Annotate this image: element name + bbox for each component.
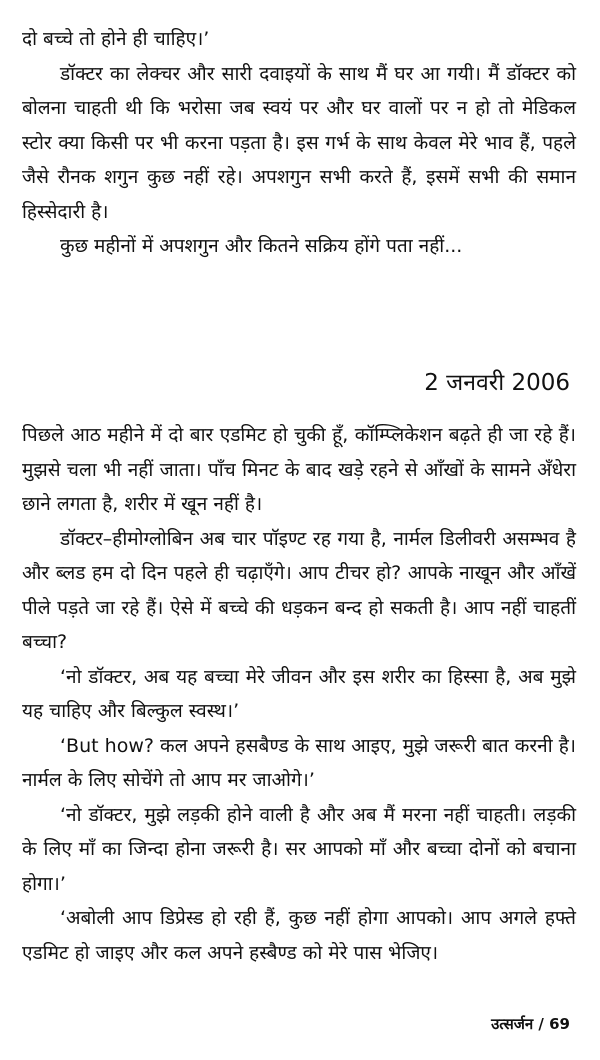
paragraph-omens: कुछ महीनों में अपशगुन और कितने सक्रिय होंगे पता नहीं...	[60, 235, 463, 257]
book-title: उत्सर्जन	[491, 1015, 534, 1033]
paragraph-doctor-admit: ‘अबोली आप डिप्रेस्ड हो रही हैं, कुछ नहीं होगा आपको। आप अगले हफ्ते एडमिट हो जाइए और कल अपने हस्बैण्ड को मेरे पास भेजिए।	[22, 907, 576, 964]
paragraph-reply-daughter: ‘नो डॉक्टर, मुझे लड़की होने वाली है और अब मैं मरना नहीं चाहती। लड़की के लिए माँ का जिन्दा होना जरूरी है। सर आपको माँ और बच्चा दोनों को बचाना होगा।’	[22, 803, 576, 895]
paragraph-continuation: दो बच्चे तो होने ही चाहिए।’	[22, 28, 210, 50]
paragraph-doctor-lecture: डॉक्टर का लेक्चर और सारी दवाइयों के साथ मैं घर आ गयी। मैं डॉक्टर को बोलना चाहती थी कि भरोसा जब स्वयं पर और घर वालों पर न हो तो मेडिकल स्टोर क्या किसी पर भी करना पड़ता है। इस गर्भ के साथ केवल मेरे भाव हैं, पहले जैसे रौनक शगुन कुछ नहीं रहे। अपशगुन सभी करते हैं, इसमें सभी की समान हिस्सेदारी है।	[22, 62, 576, 223]
paragraph-reply-healthy-child: ‘नो डॉक्टर, अब यह बच्चा मेरे जीवन और इस शरीर का हिस्सा है, अब मुझे यह चाहिए और बिल्कुल स्वस्थ।’	[22, 665, 576, 722]
diary-entry-body	[22, 418, 576, 970]
paragraph-doctor-hemoglobin: डॉक्टर–हीमोग्लोबिन अब चार पॉइण्ट रह गया है, नार्मल डिलीवरी असम्भव है और ब्लड हम दो दिन पहले ही चढ़ाएँगे। आप टीचर हो? आपके नाखून और आँखें पीले पड़ते जा रहे हैं। ऐसे में बच्चे की धड़कन बन्द हो सकती है। आप नहीं चाहतीं बच्चा?	[22, 527, 576, 653]
paragraph-complications: पिछले आठ महीने में दो बार एडमिट हो चुकी हूँ, कॉम्प्लिकेशन बढ़ते ही जा रहे हैं। मुझसे चला भी नहीं जाता। पाँच मिनट के बाद खड़े रहने से आँखों के सामने अँधेरा छाने लगता है, शरीर में खून नहीं है।	[22, 424, 576, 515]
paragraph-doctor-but-how: ‘But how? कल अपने हसबैण्ड के साथ आइए, मुझे जरूरी बात करनी है। नार्मल के लिए सोचेंगे तो आप मर जाओगे।’	[22, 734, 576, 791]
previous-entry-continuation	[22, 22, 576, 264]
diary-date-heading: 2 जनवरी 2006	[424, 370, 570, 396]
footer-separator: /	[533, 1015, 550, 1033]
page-footer	[491, 1012, 570, 1036]
page-number: 69	[549, 1015, 570, 1033]
